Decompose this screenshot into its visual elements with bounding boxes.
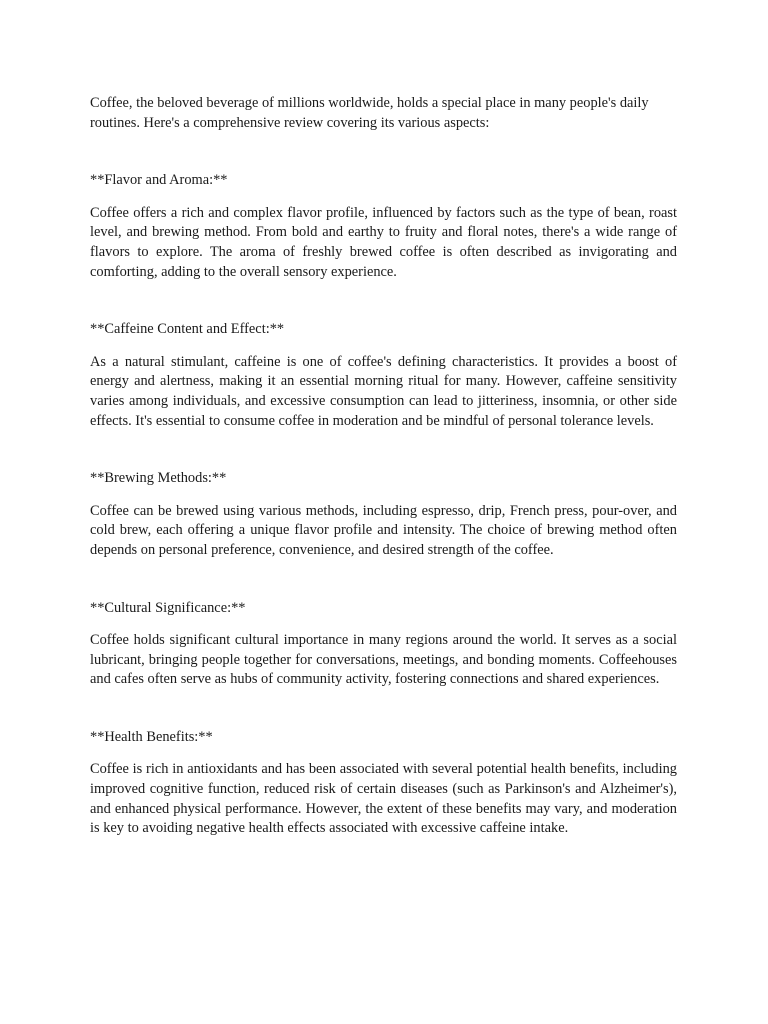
section-body: As a natural stimulant, caffeine is one of coffee's defining characteristics. It provides a boost of energy and alertness, making it an essential morning ritual for many. However, caffeine sensitivity varies among individuals, and excessive consumption can lead to jitteriness, insomnia, or other side effects. It's essential to consume coffee in moderation and be mindful of personal tolerance levels. xyxy=(90,353,677,429)
section-brewing-methods xyxy=(90,469,677,560)
section-body: Coffee holds significant cultural importance in many regions around the world. It serves as a social lubricant, bringing people together for conversations, meetings, and bonding moments. Coffeehouses and cafes often serve as hubs of community activity, fostering connections and shared experiences. xyxy=(90,632,677,688)
section-flavor-aroma xyxy=(90,171,677,282)
section-heading: **Brewing Methods:** xyxy=(90,470,227,487)
section-body: Coffee is rich in antioxidants and has been associated with several potential health benefits, including improved cognitive function, reduced risk of certain diseases (such as Parkinson's and Alzheimer's), and enhanced physical performance. However, the extent of these benefits may vary, and moderation is key to avoiding negative health effects associated with excessive caffeine intake. xyxy=(90,761,677,837)
section-cultural-significance xyxy=(90,599,677,690)
intro-paragraph: Coffee, the beloved beverage of millions worldwide, holds a special place in many people's daily routines. Here's a comprehensive review covering its various aspects: xyxy=(90,95,649,131)
section-body: Coffee offers a rich and complex flavor profile, influenced by factors such as the type of bean, roast level, and brewing method. From bold and earthy to fruity and floral notes, there's a wide range of flavors to explore. The aroma of freshly brewed coffee is often described as invigorating and comforting, adding to the overall sensory experience. xyxy=(90,204,677,280)
document-page xyxy=(90,94,677,839)
section-caffeine xyxy=(90,320,677,431)
section-body: Coffee can be brewed using various methods, including espresso, drip, French press, pour-over, and cold brew, each offering a unique flavor profile and intensity. The choice of brewing method often depends on personal preference, convenience, and desired strength of the coffee. xyxy=(90,502,677,558)
section-heading: **Caffeine Content and Effect:** xyxy=(90,321,285,338)
section-heading: **Cultural Significance:** xyxy=(90,599,246,616)
section-health-benefits xyxy=(90,728,677,839)
section-heading: **Health Benefits:** xyxy=(90,728,213,745)
section-heading: **Flavor and Aroma:** xyxy=(90,172,228,189)
